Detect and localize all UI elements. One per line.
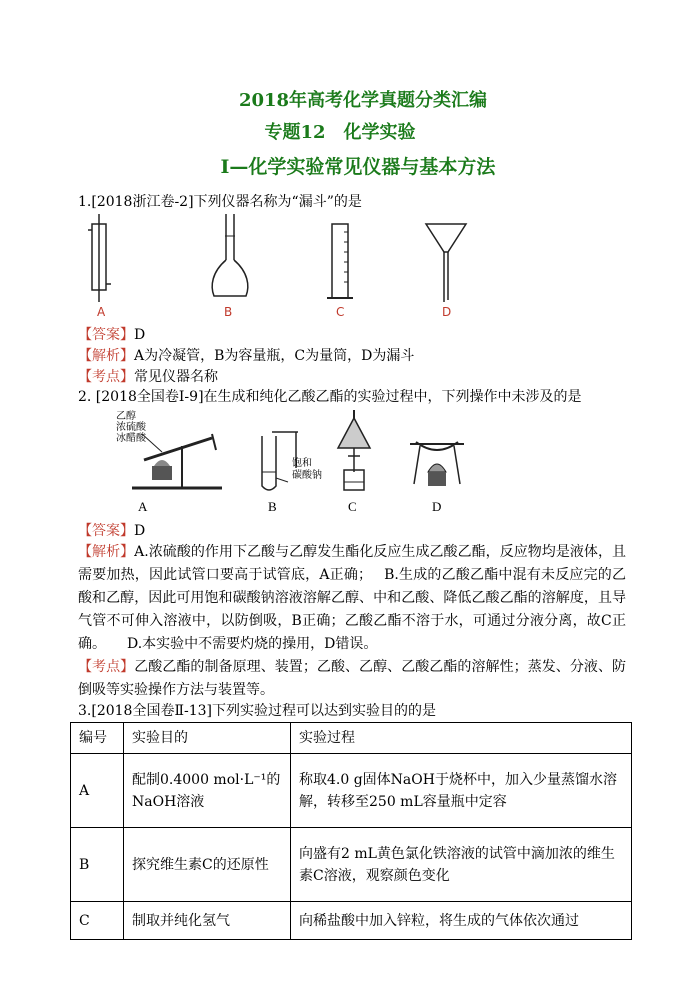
table-row [71, 828, 632, 902]
q2-question: 2. [2018全国卷Ⅰ-9]在生成和纯化乙酸乙酯的实验过程中，下列操作中未涉及的是 [78, 389, 582, 405]
header-cell: 实验过程 [291, 723, 632, 754]
q1-label-c: C [336, 305, 345, 319]
point-text: 乙酸乙酯的制备原理、装置；乙酸、乙醇、乙酸乙酯的溶解性；蒸发、分液、防倒吸等实验操作方法与装置等。 [78, 659, 627, 698]
q1-volumetric-flask-figure [208, 214, 252, 304]
table-cell: 向稀盐酸中加入锌粒，将生成的气体依次通过 [291, 902, 632, 940]
answer-tag: 【答案】 [78, 327, 134, 343]
table-row [71, 754, 632, 828]
q2-label-d: D [432, 499, 442, 514]
section-heading: Ⅰ—化学实验常见仪器与基本方法 [220, 156, 496, 178]
sat-line-2: 碳酸钠 [292, 470, 322, 481]
answer-value: D [134, 523, 146, 539]
point-tag: 【考点】 [78, 369, 134, 385]
q2-saturated-label [292, 458, 322, 482]
table-cell: A [71, 754, 124, 828]
header-cell: 编号 [71, 723, 124, 754]
q2-analysis [78, 541, 626, 656]
reagent-line-1: 乙醇 [116, 411, 136, 422]
q1-label-a: A [97, 305, 106, 319]
table-cell: 配制0.4000 mol·L⁻¹的NaOH溶液 [124, 754, 291, 828]
q2-label-c: C [348, 499, 357, 514]
table-cell: B [71, 828, 124, 902]
q1-funnel-figure [424, 222, 468, 306]
table-header-row [71, 723, 632, 754]
q2-evaporation-figure [406, 436, 468, 494]
q2-answer [78, 520, 145, 540]
point-text: 常见仪器名称 [134, 369, 218, 385]
q1-question: 1.[2018浙江卷-2]下列仪器名称为“漏斗”的是 [78, 194, 362, 210]
analysis-tag: 【解析】 [78, 348, 134, 364]
q1-point [78, 366, 218, 386]
analysis-tag: 【解析】 [78, 544, 135, 560]
table-cell: C [71, 902, 124, 940]
q3-table [70, 722, 632, 940]
table-cell: 制取并纯化氢气 [124, 902, 291, 940]
document-title: 2018年高考化学真题分类汇编 [238, 90, 488, 111]
q1-label-d: D [442, 305, 452, 319]
reagent-line-3: 冰醋酸 [116, 433, 146, 444]
q2-label-a: A [138, 499, 148, 514]
q2-label-b: B [268, 499, 277, 514]
table-cell: 向盛有2 mL黄色氯化铁溶液的试管中滴加浓的维生素C溶液，观察颜色变化 [291, 828, 632, 902]
answer-tag: 【答案】 [78, 523, 134, 539]
q1-label-b: B [224, 305, 233, 319]
sat-line-1: 饱和 [292, 458, 312, 469]
q2-separatory-funnel-figure [334, 410, 374, 494]
q3-question: 3.[2018全国卷Ⅱ-13]下列实验过程可以达到实验目的的是 [78, 703, 436, 719]
q2-heating-apparatus-figure [112, 410, 232, 494]
header-cell: 实验目的 [124, 723, 291, 754]
q1-condenser-figure [82, 214, 116, 304]
table-cell: 探究维生素C的还原性 [124, 828, 291, 902]
analysis-text: A.浓硫酸的作用下乙酸与乙醇发生酯化反应生成乙酸乙酯，反应物均是液体，且需要加热，因此试管口要高于试管底，A正确； B.生成的乙酸乙酯中混有未反应完的乙酸和乙醇，因此可用饱和碳酸钠溶液溶解乙醇、中和乙酸、降低乙酸乙酯的溶解度，且导气管不可伸入溶液中，以防倒吸，B正确；乙酸乙酯不溶于水，可通过分液分离，故C正确。 D.本实验中不需要灼烧的操用，D错误。 [78, 544, 627, 652]
q1-answer [78, 324, 145, 344]
point-tag: 【考点】 [78, 659, 135, 675]
topic-subtitle: 专题12 化学实验 [264, 122, 416, 143]
q1-graduated-cylinder-figure [326, 224, 356, 306]
answer-value: D [134, 327, 146, 343]
q2-point [78, 656, 626, 702]
reagent-line-2: 浓硫酸 [116, 422, 146, 433]
table-cell: 称取4.0 g固体NaOH于烧杯中，加入少量蒸馏水溶解，转移至250 mL容量瓶中定容 [291, 754, 632, 828]
analysis-text: A为冷凝管，B为容量瓶，C为量筒，D为漏斗 [134, 348, 415, 364]
q1-analysis [78, 345, 414, 365]
table-row [71, 902, 632, 940]
